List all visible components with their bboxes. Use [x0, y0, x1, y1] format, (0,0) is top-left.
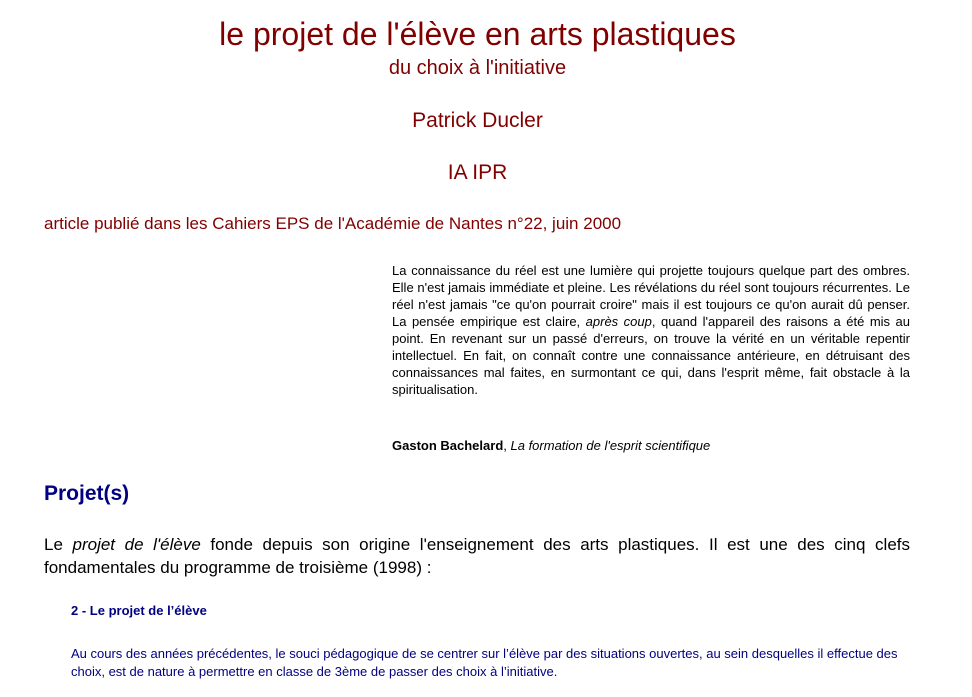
section-intro — [44, 533, 910, 579]
epigraph-text-italic: après coup — [585, 314, 652, 329]
program-excerpt-text: Au cours des années précédentes, le souci pédagogique de se centrer sur l’élève par des situations ouvertes, au sein desquelles il effectue des choix, est de nature à permettre en classe de 3ème de passer des choix à l’initiative. — [71, 646, 898, 679]
epigraph-text-part2: , quand l'appareil des raisons a été mis au point. En revenant sur un passé d'erreurs, on trouve la vérité en un véritable repentir intellectuel. En fait, on connaît contre une connaissance antérieure, en détruisant des connaissances mal faites, en surmontant ce qui, dans l'esprit même, fait obstacle à la spiritualisation. — [392, 314, 910, 397]
intro-part2: fonde depuis son origine l'enseignement des arts plastiques. Il est une des cinq clefs fondamentales du programme de troisième (1998) : — [44, 535, 910, 577]
program-excerpt-title: 2 - Le projet de l’élève — [71, 603, 207, 618]
author-role: IA IPR — [447, 161, 508, 184]
intro-part1: Le — [44, 535, 73, 554]
author-name: Patrick Ducler — [412, 109, 543, 132]
page-title: le projet de l'élève en arts plastiques — [219, 16, 736, 52]
epigraph-source-separator: , — [503, 438, 511, 453]
section-heading: Projet(s) — [44, 482, 130, 505]
page-subtitle: du choix à l'initiative — [388, 57, 567, 79]
epigraph-source — [392, 437, 710, 454]
epigraph-source-work: La formation de l'esprit scientifique — [510, 438, 711, 453]
intro-italic: projet de l'élève — [72, 535, 201, 554]
epigraph-text-part1: La connaissance du réel est une lumière qui projette toujours quelque part des ombres. Elle n'est jamais immédiate et pleine. Les révélations du réel sont toujours récurrentes. Le réel n'est jamais "ce qu'on pourrait croire" mais il est toujours ce qu'on aurait dû penser. La pensée empirique est claire, — [392, 263, 910, 329]
publication-note: article publié dans les Cahiers EPS de l'Académie de Nantes n°22, juin 2000 — [44, 214, 622, 233]
epigraph-quote — [392, 262, 910, 398]
epigraph-source-author: Gaston Bachelard — [392, 438, 504, 453]
